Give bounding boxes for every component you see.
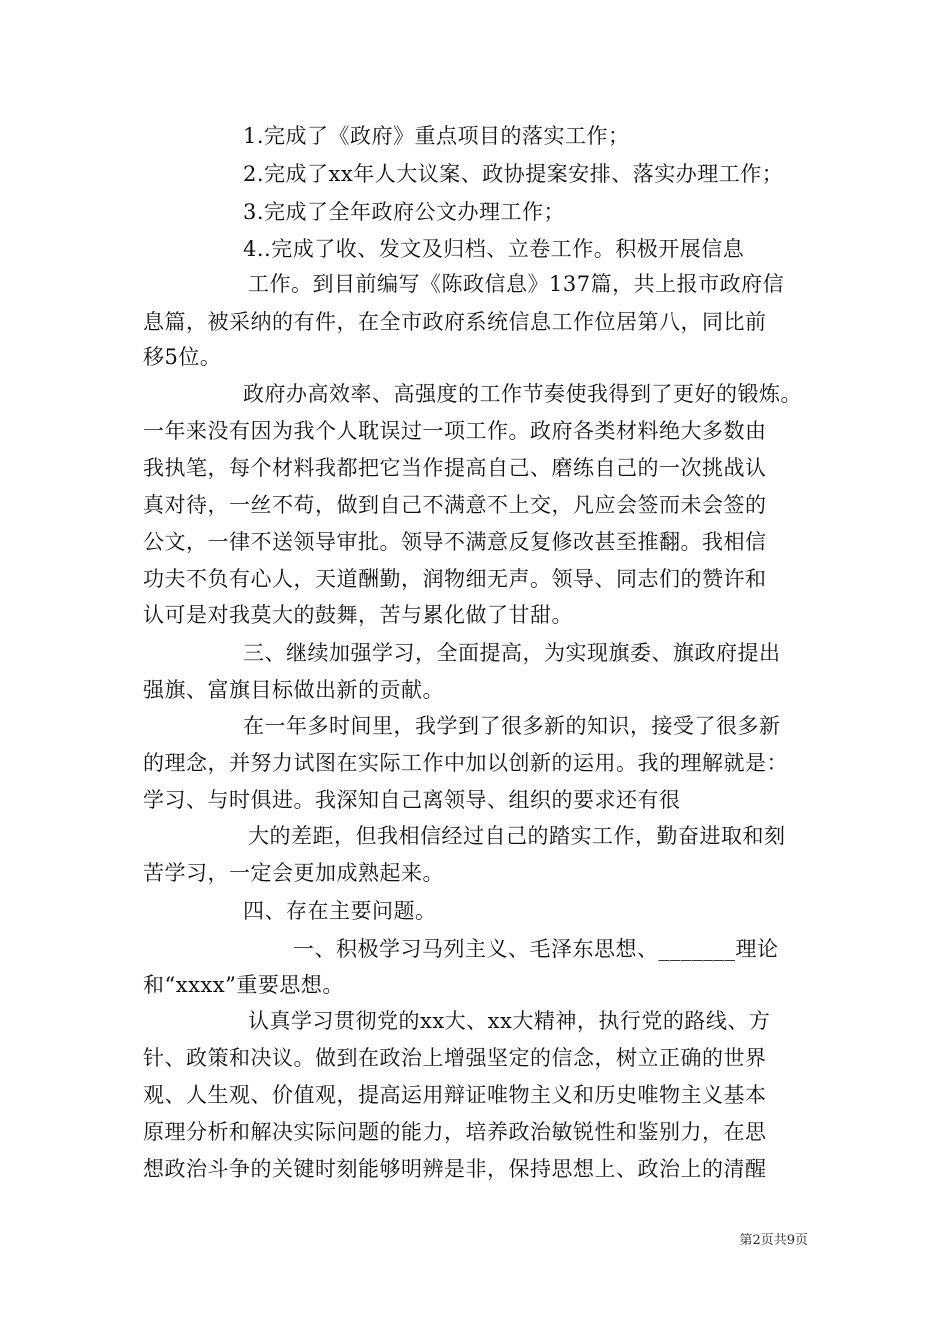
page-number: 第2页共9页	[739, 1233, 808, 1248]
section-heading: 四、存在主要问题。	[243, 899, 437, 923]
text-line: 原理分析和解决实际问题的能力，培养政治敏锐性和鉴别力，在思	[143, 1120, 767, 1144]
text-line: 和“xxxx”重要思想。	[143, 973, 344, 997]
text-line: 针、政策和决议。做到在政治上增强坚定的信念，树立正确的世界	[143, 1046, 767, 1070]
text-line: 认可是对我莫大的鼓舞，苦与累化做了甘甜。	[143, 603, 573, 627]
text-line: 功夫不负有心人，天道酬勤，润物细无声。领导、同志们的赞许和	[143, 567, 767, 591]
text-line: 移5位。	[143, 345, 222, 369]
section-heading: 三、继续加强学习，全面提高，为实现旗委、旗政府提出	[243, 641, 781, 665]
text-line: 3.完成了全年政府公文办理工作；	[243, 200, 566, 224]
section-heading: 一、积极学习马列主义、毛泽东思想、_______理论	[293, 937, 779, 961]
text-line: 公文，一律不送领导审批。领导不满意反复修改甚至推翻。我相信	[143, 530, 767, 554]
text-line: 真对待，一丝不苟，做到自己不满意不上交，凡应会签而未会签的	[143, 493, 767, 517]
text-line: 学习、与时俱进。我深知自己离领导、组织的要求还有很	[143, 788, 681, 812]
text-line: 2.完成了xx年人大议案、政协提案安排、落实办理工作；	[243, 162, 784, 186]
text-line: 想政治斗争的关键时刻能够明辨是非，保持思想上、政治上的清醒	[143, 1157, 767, 1181]
text-line: 一年来没有因为我个人耽误过一项工作。政府各类材料绝大多数由	[143, 419, 767, 443]
text-line: 苦学习，一定会更加成熟起来。	[143, 861, 444, 885]
text-line: 1.完成了《政府》重点项目的落实工作；	[243, 124, 630, 148]
text-line: 息篇，被采纳的有件，在全市政府系统信息工作位居第八，同比前	[143, 310, 767, 334]
text-line: 4..完成了收、发文及归档、立卷工作。积极开展信息	[243, 237, 745, 261]
text-line: 观、人生观、价值观，提高运用辩证唯物主义和历史唯物主义基本	[143, 1083, 767, 1107]
text-line: 政府办高效率、高强度的工作节奏使我得到了更好的锻炼。	[243, 382, 802, 406]
text-line: 在一年多时间里，我学到了很多新的知识，接受了很多新	[243, 714, 781, 738]
text-line: 的理念，并努力试图在实际工作中加以创新的运用。我的理解就是：	[143, 751, 788, 775]
text-line: 强旗、富旗目标做出新的贡献。	[143, 678, 444, 702]
text-line: 认真学习贯彻党的xx大、xx大精神，执行党的路线、方	[248, 1009, 771, 1033]
text-line: 工作。到目前编写《陈政信息》137篇，共上报市政府信	[248, 272, 785, 296]
text-line: 我执笔，每个材料我都把它当作提高自己、磨练自己的一次挑战认	[143, 456, 767, 480]
text-line: 大的差距，但我相信经过自己的踏实工作，勤奋进取和刻	[248, 824, 786, 848]
